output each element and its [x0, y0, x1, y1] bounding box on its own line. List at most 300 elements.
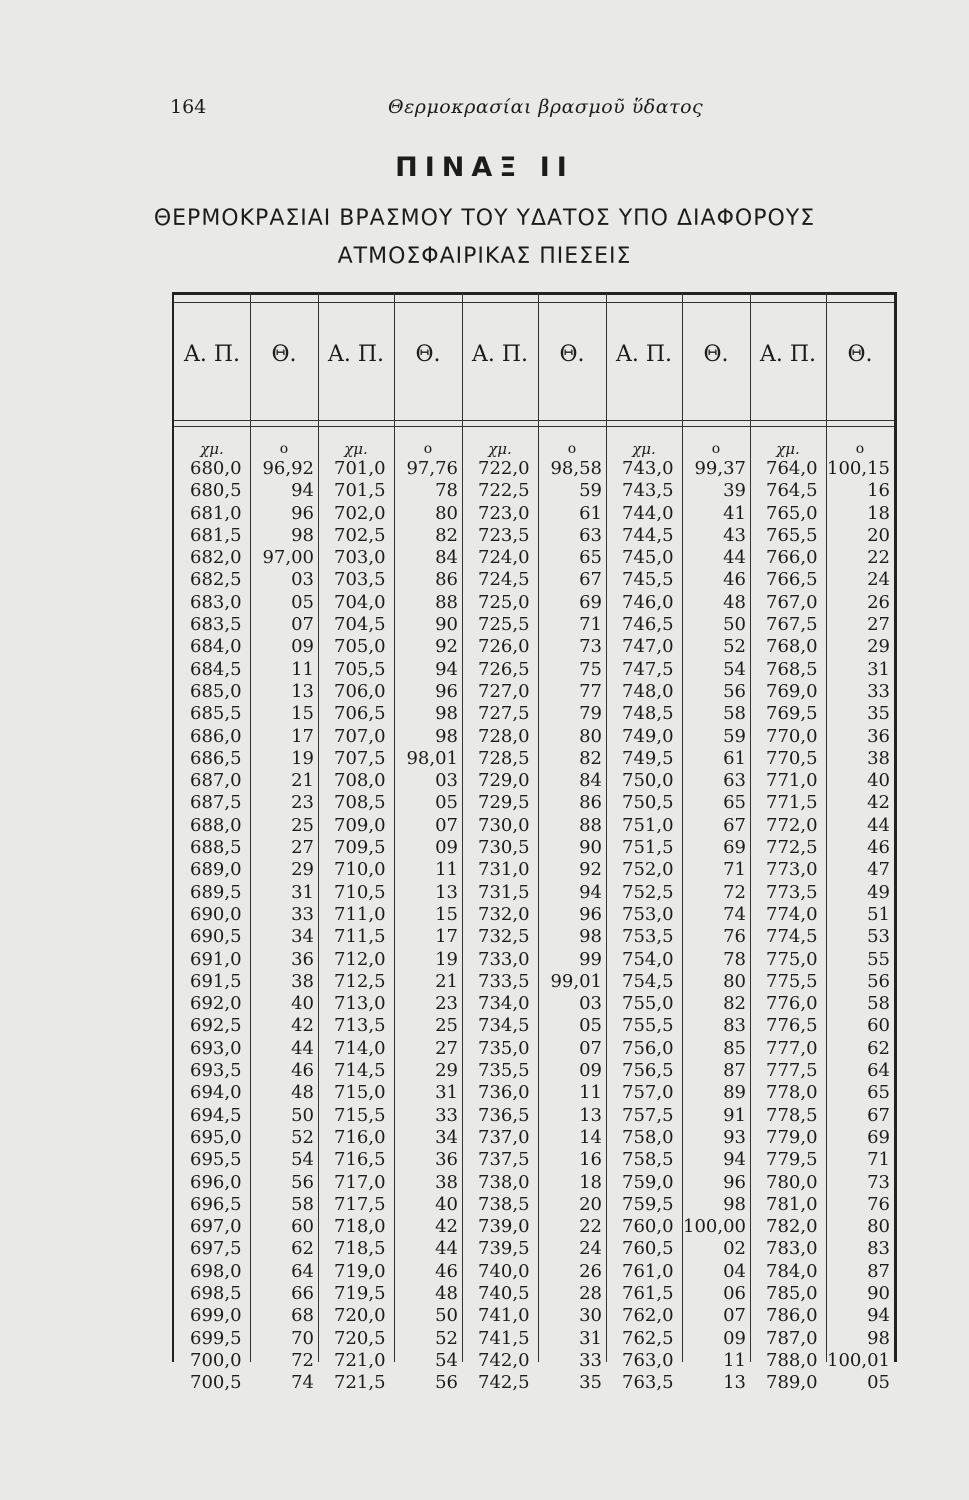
- pressure-cell: 728,5: [478, 747, 530, 769]
- header-separator-rule-thin: [174, 426, 894, 427]
- pressure-cell: 763,0: [622, 1349, 674, 1371]
- header-temperature: Θ.: [271, 342, 297, 367]
- temperature-cell: 22: [867, 547, 890, 569]
- temperature-cell: 58: [291, 1193, 314, 1215]
- pressure-cell: 755,5: [622, 1015, 674, 1037]
- temperature-cell: 24: [579, 1238, 602, 1260]
- pressure-cell: 701,0: [334, 458, 386, 479]
- pressure-cell: 752,0: [622, 859, 674, 881]
- pressure-cell: 729,5: [478, 792, 530, 814]
- temperature-cell: 36: [291, 948, 314, 970]
- pressure-cell: 789,0: [766, 1372, 818, 1394]
- pressure-cell: 690,5: [190, 926, 242, 948]
- pressure-cell: 712,0: [334, 948, 386, 970]
- temperature-cell: 91: [723, 1104, 746, 1126]
- pressure-cell: 752,5: [622, 881, 674, 903]
- pressure-cell: 693,0: [190, 1037, 242, 1059]
- temperature-cell: 40: [291, 993, 314, 1015]
- temperature-cell: 20: [579, 1193, 602, 1215]
- temperature-cell: 14: [579, 1126, 602, 1148]
- pressure-cell: 719,0: [334, 1260, 386, 1282]
- temperature-column: [394, 440, 462, 1394]
- temperature-cell: 71: [579, 614, 602, 636]
- temperature-cell: 78: [723, 948, 746, 970]
- pressure-cell: 722,5: [478, 480, 530, 502]
- pressure-cell: 716,5: [334, 1149, 386, 1171]
- pressure-cell: 691,5: [190, 970, 242, 992]
- temperature-cell: 98: [579, 926, 602, 948]
- pressure-cell: 682,0: [190, 547, 242, 569]
- pressure-cell: 689,0: [190, 859, 242, 881]
- pressure-cell: 773,5: [766, 881, 818, 903]
- pressure-cell: 734,0: [478, 993, 530, 1015]
- pressure-cell: 702,5: [334, 524, 386, 546]
- temperature-cell: 31: [291, 881, 314, 903]
- pressure-cell: 697,5: [190, 1238, 242, 1260]
- pressure-cell: 680,5: [190, 480, 242, 502]
- temperature-cell: 09: [291, 636, 314, 658]
- temperature-cell: 69: [723, 837, 746, 859]
- pressure-cell: 720,5: [334, 1327, 386, 1349]
- pressure-cell: 756,5: [622, 1060, 674, 1082]
- pressure-cell: 748,5: [622, 703, 674, 725]
- pressure-cell: 787,0: [766, 1327, 818, 1349]
- temperature-cell: 05: [867, 1372, 890, 1394]
- pressure-cell: 692,0: [190, 993, 242, 1015]
- pressure-cell: 726,0: [478, 636, 530, 658]
- temperature-cell: 72: [291, 1349, 314, 1371]
- pressure-cell: 759,5: [622, 1193, 674, 1215]
- pressure-cell: 685,5: [190, 703, 242, 725]
- temperature-cell: 50: [723, 614, 746, 636]
- pressure-cell: 709,0: [334, 814, 386, 836]
- pressure-cell: 715,0: [334, 1082, 386, 1104]
- temperature-cell: 26: [867, 591, 890, 613]
- pressure-cell: 766,0: [766, 547, 818, 569]
- temperature-cell: 94: [291, 480, 314, 502]
- temperature-cell: 80: [579, 725, 602, 747]
- pressure-cell: 729,0: [478, 770, 530, 792]
- temperature-cell: 54: [723, 658, 746, 680]
- header-temperature: Θ.: [703, 342, 729, 367]
- temperature-cell: 100,00: [683, 1216, 746, 1238]
- pressure-cell: 724,5: [478, 569, 530, 591]
- temperature-cell: 53: [867, 926, 890, 948]
- pressure-cell: 703,5: [334, 569, 386, 591]
- running-title: Θερμοκρασίαι βρασμοῦ ὕδατος: [388, 96, 704, 118]
- pressure-cell: 713,0: [334, 993, 386, 1015]
- temperature-cell: 94: [867, 1305, 890, 1327]
- pressure-cell: 704,0: [334, 591, 386, 613]
- temperature-cell: 56: [435, 1372, 458, 1394]
- temperature-cell: 67: [723, 814, 746, 836]
- temperature-cell: 65: [579, 547, 602, 569]
- pressure-cell: 765,0: [766, 502, 818, 524]
- temperature-column: [538, 440, 606, 1394]
- temperature-cell: 100,01: [827, 1349, 890, 1371]
- temperature-cell: 44: [435, 1238, 458, 1260]
- header-pressure: Α. Π.: [759, 342, 817, 367]
- temperature-cell: 02: [723, 1238, 746, 1260]
- pressure-cell: 775,5: [766, 970, 818, 992]
- temperature-cell: 31: [867, 658, 890, 680]
- pressure-cell: 707,5: [334, 747, 386, 769]
- header-pressure: Α. Π.: [183, 342, 241, 367]
- pressure-cell: 753,0: [622, 903, 674, 925]
- temperature-cell: 11: [291, 658, 314, 680]
- temperature-cell: 61: [723, 747, 746, 769]
- degree-mark: o: [711, 441, 721, 457]
- temperature-cell: 03: [579, 993, 602, 1015]
- header-separator-rule: [174, 420, 894, 421]
- temperature-cell: 13: [291, 680, 314, 702]
- temperature-cell: 87: [867, 1260, 890, 1282]
- temperature-cell: 54: [435, 1349, 458, 1371]
- pressure-cell: 722,0: [478, 458, 530, 479]
- pressure-cell: 699,0: [190, 1305, 242, 1327]
- pressure-cell: 698,0: [190, 1260, 242, 1282]
- temperature-cell: 11: [723, 1349, 746, 1371]
- pressure-cell: 693,5: [190, 1060, 242, 1082]
- temperature-cell: 09: [723, 1327, 746, 1349]
- temperature-cell: 56: [867, 970, 890, 992]
- temperature-cell: 19: [435, 948, 458, 970]
- pressure-cell: 751,0: [622, 814, 674, 836]
- pressure-cell: 754,0: [622, 948, 674, 970]
- temperature-cell: 25: [435, 1015, 458, 1037]
- pressure-cell: 773,0: [766, 859, 818, 881]
- temperature-cell: 51: [867, 903, 890, 925]
- temperature-cell: 87: [723, 1060, 746, 1082]
- temperature-cell: 31: [579, 1327, 602, 1349]
- temperature-cell: 39: [723, 480, 746, 502]
- pressure-cell: 725,0: [478, 591, 530, 613]
- temperature-cell: 98,01: [406, 747, 458, 769]
- temperature-column: [826, 440, 894, 1394]
- temperature-cell: 94: [435, 658, 458, 680]
- temperature-cell: 96: [579, 903, 602, 925]
- pressure-cell: 759,0: [622, 1171, 674, 1193]
- pressure-cell: 704,5: [334, 614, 386, 636]
- pressure-cell: 736,5: [478, 1104, 530, 1126]
- temperature-cell: 76: [723, 926, 746, 948]
- pressure-cell: 723,0: [478, 502, 530, 524]
- table-title: ΠΙΝΑΞ ΙΙ: [395, 152, 574, 183]
- pressure-cell: 777,5: [766, 1060, 818, 1082]
- temperature-cell: 56: [723, 680, 746, 702]
- pressure-cell: 779,5: [766, 1149, 818, 1171]
- temperature-cell: 89: [723, 1082, 746, 1104]
- temperature-cell: 30: [579, 1305, 602, 1327]
- temperature-cell: 98: [867, 1327, 890, 1349]
- temperature-cell: 72: [723, 881, 746, 903]
- pressure-cell: 714,0: [334, 1037, 386, 1059]
- temperature-cell: 70: [291, 1327, 314, 1349]
- temperature-cell: 80: [867, 1216, 890, 1238]
- temperature-cell: 20: [867, 524, 890, 546]
- pressure-cell: 694,0: [190, 1082, 242, 1104]
- pressure-cell: 750,5: [622, 792, 674, 814]
- pressure-cell: 732,0: [478, 903, 530, 925]
- pressure-cell: 780,0: [766, 1171, 818, 1193]
- pressure-cell: 733,0: [478, 948, 530, 970]
- pressure-cell: 694,5: [190, 1104, 242, 1126]
- pressure-cell: 753,5: [622, 926, 674, 948]
- pressure-cell: 756,0: [622, 1037, 674, 1059]
- pressure-cell: 743,5: [622, 480, 674, 502]
- temperature-cell: 98: [435, 703, 458, 725]
- pressure-cell: 696,5: [190, 1193, 242, 1215]
- pressure-cell: 761,0: [622, 1260, 674, 1282]
- pressure-cell: 754,5: [622, 970, 674, 992]
- temperature-cell: 52: [723, 636, 746, 658]
- pressure-cell: 771,0: [766, 770, 818, 792]
- temperature-cell: 03: [435, 770, 458, 792]
- pressure-cell: 721,5: [334, 1372, 386, 1394]
- temperature-cell: 27: [867, 614, 890, 636]
- temperature-cell: 58: [867, 993, 890, 1015]
- temperature-cell: 59: [579, 480, 602, 502]
- pressure-cell: 731,0: [478, 859, 530, 881]
- page-number: 164: [170, 96, 207, 118]
- temperature-cell: 33: [435, 1104, 458, 1126]
- temperature-cell: 04: [723, 1260, 746, 1282]
- pressure-cell: 711,0: [334, 903, 386, 925]
- pressure-cell: 788,0: [766, 1349, 818, 1371]
- temperature-cell: 74: [291, 1372, 314, 1394]
- pressure-column: [174, 440, 250, 1394]
- temperature-cell: 67: [579, 569, 602, 591]
- temperature-cell: 19: [291, 747, 314, 769]
- temperature-cell: 94: [579, 881, 602, 903]
- temperature-cell: 99,01: [550, 970, 602, 992]
- temperature-cell: 83: [867, 1238, 890, 1260]
- pressure-cell: 774,0: [766, 903, 818, 925]
- pressure-cell: 784,0: [766, 1260, 818, 1282]
- temperature-cell: 90: [867, 1282, 890, 1304]
- temperature-cell: 73: [867, 1171, 890, 1193]
- temperature-cell: 59: [723, 725, 746, 747]
- temperature-cell: 23: [435, 993, 458, 1015]
- temperature-cell: 52: [291, 1126, 314, 1148]
- temperature-cell: 24: [867, 569, 890, 591]
- pressure-cell: 741,5: [478, 1327, 530, 1349]
- temperature-cell: 33: [867, 680, 890, 702]
- pressure-cell: 708,5: [334, 792, 386, 814]
- temperature-cell: 44: [291, 1037, 314, 1059]
- pressure-cell: 702,0: [334, 502, 386, 524]
- temperature-cell: 21: [435, 970, 458, 992]
- temperature-cell: 42: [867, 792, 890, 814]
- pressure-cell: 711,5: [334, 926, 386, 948]
- pressure-cell: 686,0: [190, 725, 242, 747]
- pressure-cell: 720,0: [334, 1305, 386, 1327]
- pressure-cell: 727,5: [478, 703, 530, 725]
- pressure-cell: 778,5: [766, 1104, 818, 1126]
- pressure-cell: 713,5: [334, 1015, 386, 1037]
- temperature-cell: 99,37: [694, 458, 746, 479]
- temperature-cell: 62: [291, 1238, 314, 1260]
- temperature-cell: 44: [867, 814, 890, 836]
- pressure-cell: 687,0: [190, 770, 242, 792]
- temperature-cell: 48: [291, 1082, 314, 1104]
- table-top-rule: [174, 292, 894, 295]
- pressure-cell: 737,0: [478, 1126, 530, 1148]
- pressure-cell: 749,5: [622, 747, 674, 769]
- pressure-cell: 691,0: [190, 948, 242, 970]
- degree-mark: o: [279, 441, 289, 457]
- temperature-cell: 92: [579, 859, 602, 881]
- temperature-cell: 07: [723, 1305, 746, 1327]
- pressure-cell: 765,5: [766, 524, 818, 546]
- pressure-cell: 751,5: [622, 837, 674, 859]
- pressure-cell: 762,0: [622, 1305, 674, 1327]
- pressure-cell: 772,5: [766, 837, 818, 859]
- temperature-cell: 44: [723, 547, 746, 569]
- pressure-cell: 686,5: [190, 747, 242, 769]
- temperature-cell: 93: [723, 1126, 746, 1148]
- pressure-cell: 717,5: [334, 1193, 386, 1215]
- pressure-cell: 712,5: [334, 970, 386, 992]
- temperature-cell: 11: [435, 859, 458, 881]
- temperature-cell: 65: [723, 792, 746, 814]
- temperature-cell: 82: [579, 747, 602, 769]
- temperature-cell: 42: [291, 1015, 314, 1037]
- pressure-cell: 785,0: [766, 1282, 818, 1304]
- temperature-cell: 09: [579, 1060, 602, 1082]
- temperature-cell: 99: [579, 948, 602, 970]
- pressure-cell: 719,5: [334, 1282, 386, 1304]
- pressure-column: [750, 440, 826, 1394]
- temperature-cell: 88: [435, 591, 458, 613]
- pressure-cell: 710,5: [334, 881, 386, 903]
- temperature-cell: 96: [435, 680, 458, 702]
- pressure-cell: 727,0: [478, 680, 530, 702]
- pressure-cell: 776,0: [766, 993, 818, 1015]
- pressure-cell: 685,0: [190, 680, 242, 702]
- pressure-cell: 695,5: [190, 1149, 242, 1171]
- pressure-cell: 764,5: [766, 480, 818, 502]
- temperature-cell: 82: [435, 524, 458, 546]
- temperature-cell: 63: [579, 524, 602, 546]
- pressure-cell: 715,5: [334, 1104, 386, 1126]
- pressure-cell: 744,5: [622, 524, 674, 546]
- temperature-cell: 98,58: [550, 458, 602, 479]
- temperature-cell: 46: [291, 1060, 314, 1082]
- pressure-cell: 745,5: [622, 569, 674, 591]
- temperature-cell: 05: [579, 1015, 602, 1037]
- temperature-cell: 84: [579, 770, 602, 792]
- temperature-cell: 23: [291, 792, 314, 814]
- temperature-cell: 60: [291, 1216, 314, 1238]
- pressure-cell: 767,0: [766, 591, 818, 613]
- temperature-cell: 13: [435, 881, 458, 903]
- pressure-cell: 684,0: [190, 636, 242, 658]
- pressure-cell: 755,0: [622, 993, 674, 1015]
- pressure-cell: 731,5: [478, 881, 530, 903]
- pressure-cell: 772,0: [766, 814, 818, 836]
- temperature-cell: 33: [579, 1349, 602, 1371]
- pressure-cell: 689,5: [190, 881, 242, 903]
- temperature-cell: 29: [867, 636, 890, 658]
- pressure-column: [606, 440, 682, 1394]
- pressure-cell: 683,0: [190, 591, 242, 613]
- temperature-cell: 38: [291, 970, 314, 992]
- boiling-point-table: [172, 292, 897, 1394]
- temperature-cell: 86: [435, 569, 458, 591]
- pressure-cell: 700,0: [190, 1349, 242, 1371]
- temperature-cell: 15: [435, 903, 458, 925]
- temperature-cell: 16: [579, 1149, 602, 1171]
- unit-label: χμ.: [632, 440, 656, 458]
- temperature-cell: 03: [291, 569, 314, 591]
- temperature-cell: 75: [579, 658, 602, 680]
- pressure-cell: 695,0: [190, 1126, 242, 1148]
- temperature-cell: 46: [867, 837, 890, 859]
- header-temperature: Θ.: [415, 342, 441, 367]
- temperature-cell: 98: [723, 1193, 746, 1215]
- pressure-cell: 750,0: [622, 770, 674, 792]
- pressure-cell: 718,5: [334, 1238, 386, 1260]
- temperature-cell: 52: [435, 1327, 458, 1349]
- temperature-cell: 41: [723, 502, 746, 524]
- pressure-cell: 723,5: [478, 524, 530, 546]
- pressure-cell: 747,0: [622, 636, 674, 658]
- degree-mark: o: [567, 441, 577, 457]
- temperature-cell: 74: [723, 903, 746, 925]
- temperature-cell: 56: [291, 1171, 314, 1193]
- pressure-cell: 763,5: [622, 1372, 674, 1394]
- temperature-cell: 50: [435, 1305, 458, 1327]
- temperature-cell: 86: [579, 792, 602, 814]
- pressure-cell: 699,5: [190, 1327, 242, 1349]
- pressure-column: [462, 440, 538, 1394]
- temperature-cell: 92: [435, 636, 458, 658]
- pressure-cell: 680,0: [190, 458, 242, 479]
- temperature-cell: 76: [867, 1193, 890, 1215]
- temperature-cell: 46: [435, 1260, 458, 1282]
- pressure-cell: 774,5: [766, 926, 818, 948]
- pressure-cell: 770,0: [766, 725, 818, 747]
- pressure-cell: 706,0: [334, 680, 386, 702]
- pressure-cell: 703,0: [334, 547, 386, 569]
- temperature-cell: 73: [579, 636, 602, 658]
- temperature-cell: 78: [435, 480, 458, 502]
- temperature-cell: 46: [723, 569, 746, 591]
- table-top-rule-thin: [174, 302, 894, 303]
- pressure-cell: 705,5: [334, 658, 386, 680]
- temperature-cell: 50: [291, 1104, 314, 1126]
- temperature-cell: 68: [291, 1305, 314, 1327]
- pressure-cell: 738,0: [478, 1171, 530, 1193]
- pressure-cell: 766,5: [766, 569, 818, 591]
- pressure-cell: 696,0: [190, 1171, 242, 1193]
- temperature-cell: 05: [291, 591, 314, 613]
- temperature-cell: 38: [435, 1171, 458, 1193]
- pressure-cell: 769,0: [766, 680, 818, 702]
- pressure-cell: 688,0: [190, 814, 242, 836]
- temperature-cell: 07: [435, 814, 458, 836]
- pressure-cell: 683,5: [190, 614, 242, 636]
- table-subtitle-line-1: ΘΕΡΜΟΚΡΑΣΙΑΙ ΒΡΑΣΜΟΥ ΤΟΥ ΥΔΑΤΟΣ ΥΠΟ ΔΙΑΦΟΡΟΥΣ: [153, 206, 816, 231]
- temperature-cell: 05: [435, 792, 458, 814]
- pressure-cell: 778,0: [766, 1082, 818, 1104]
- temperature-cell: 16: [867, 480, 890, 502]
- temperature-cell: 36: [867, 725, 890, 747]
- pressure-cell: 768,0: [766, 636, 818, 658]
- temperature-cell: 33: [291, 903, 314, 925]
- pressure-cell: 740,5: [478, 1282, 530, 1304]
